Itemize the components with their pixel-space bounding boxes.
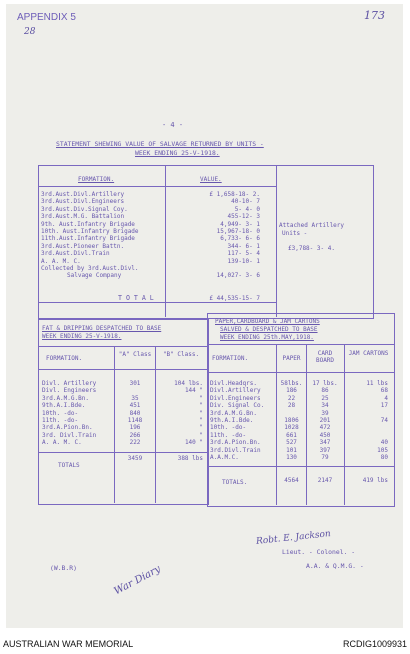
- table-cell: 266: [129, 431, 141, 439]
- table-cell: 4: [384, 394, 388, 402]
- paper-header-card: CARD BOARD: [315, 350, 335, 365]
- table-row: Salvage Company: [67, 272, 122, 280]
- table-row: A. A. M. C.: [42, 439, 82, 447]
- units-total-label: T O T A L: [118, 294, 154, 302]
- fat-header-rule: [38, 346, 208, 347]
- table-row: 10th. Aust.Infantry Brigade: [41, 227, 139, 235]
- paper-header-rule: [207, 344, 394, 345]
- fat-total-rule: [38, 452, 208, 453]
- archive-footer: [0, 630, 410, 654]
- table-cell: 201: [319, 416, 331, 424]
- table-cell: 4,949- 3- 1: [220, 220, 260, 228]
- table-row: A. A. M. C.: [41, 257, 81, 265]
- handwritten-scrawl: War Diary: [112, 563, 163, 598]
- table-cell: 130: [286, 453, 297, 461]
- table-cell: ": [199, 402, 203, 410]
- fat-formation-column: [42, 380, 114, 447]
- table-cell: 40: [380, 439, 388, 447]
- table-cell: 74: [380, 416, 388, 424]
- table-cell: 11 lbs: [366, 380, 388, 387]
- table-cell: 5- 4- 0: [234, 205, 260, 213]
- paper-header-formation: FORMATION.: [212, 355, 249, 362]
- signature-rank: Lieut. - Colonel. -: [282, 548, 356, 556]
- table-cell: 450: [319, 431, 331, 439]
- units-total-value: £ 44,535-15- 7: [209, 295, 260, 302]
- paper-col-divider: [276, 344, 277, 505]
- fat-totals-label: TOTALS: [58, 462, 80, 469]
- table-row: 10th. -do-: [210, 424, 247, 432]
- table-cell: £ 1,658-18- 2.: [209, 191, 260, 198]
- table-cell: ": [199, 416, 203, 424]
- page-dash: - 4 -: [162, 121, 184, 129]
- table-cell: 472: [319, 424, 331, 432]
- table-cell: 117- 5- 4: [227, 250, 260, 258]
- table-row: 3rd.Aust.Divl.Train: [41, 250, 110, 258]
- table-cell: 1148: [127, 416, 143, 424]
- table-row: 9th.A.I.Bde.: [210, 416, 254, 424]
- table-row: Divl. Artillery: [42, 380, 97, 387]
- table-row: 9th. Aust.Infantry Brigade: [41, 220, 135, 228]
- table-row: 3rd.Aust.Divl.Artillery: [41, 191, 125, 198]
- paper-jam-column: [346, 380, 388, 461]
- table-cell: 222: [129, 439, 141, 447]
- table-cell: 196: [129, 424, 141, 432]
- footer-left: AUSTRALIAN WAR MEMORIAL: [3, 639, 134, 649]
- fat-a-column: [116, 380, 154, 447]
- table-cell: 14,027- 3- 6: [216, 272, 260, 280]
- table-cell: 40-10- 7: [231, 198, 260, 206]
- table-cell: 39: [321, 409, 329, 417]
- table-cell: 105: [377, 446, 388, 454]
- table-row: 3rd.A.M.G.Bn.: [210, 409, 257, 417]
- table-cell: [346, 432, 388, 439]
- table-cell: 15,967-18- 0: [216, 227, 260, 235]
- table-row: 3rd.A.Pion.Bn.: [42, 424, 93, 432]
- signature-role: A.A. & Q.M.G. -: [306, 562, 364, 570]
- fat-table-title: FAT & DRIPPING DESPATCHED TO BASE: [42, 325, 162, 332]
- table-cell: [346, 424, 388, 431]
- table-row: Divl.Engineers: [210, 394, 261, 402]
- table-cell: 144 ": [184, 387, 203, 395]
- fat-total-a: 3459: [127, 455, 143, 462]
- fat-header-a: "A" Class: [118, 351, 152, 358]
- footer-right: RCDIG1009931: [342, 639, 407, 649]
- table-cell: 1028: [284, 424, 299, 432]
- table-cell: 301: [129, 380, 141, 387]
- table-cell: 80: [380, 453, 388, 461]
- page-number: 173: [364, 9, 385, 22]
- units-header-rule: [38, 186, 277, 187]
- table-cell: [116, 387, 154, 394]
- table-cell: 17 lbs.: [312, 380, 338, 387]
- table-row: Collected by 3rd.Aust.Divl.: [41, 264, 139, 272]
- attached-artillery-units: Units -: [282, 230, 308, 237]
- table-row: 3rd.Aust.Divl.Engineers: [41, 198, 125, 206]
- table-row: 3rd.Aust.Pioneer Battn.: [41, 242, 125, 250]
- units-header-formation: FORMATION.: [78, 176, 115, 183]
- paper-total-rule: [207, 466, 394, 467]
- table-cell: 22: [287, 394, 296, 402]
- attached-artillery-label: Attached Artillery: [279, 222, 345, 229]
- appendix-stamp: APPENDIX 5: [17, 12, 76, 23]
- paper-header-jam: JAM CARTONS: [348, 350, 389, 357]
- table-cell: ": [199, 424, 203, 432]
- table-cell: 186: [286, 387, 297, 395]
- fat-header-formation: FORMATION.: [46, 355, 83, 362]
- statement-subtitle: WEEK ENDING 25-V-1918.: [135, 149, 220, 157]
- table-cell: 35: [131, 394, 139, 402]
- table-cell: ": [199, 409, 203, 417]
- paper-totals-label: TOTALS.: [222, 479, 248, 486]
- table-cell: [346, 410, 388, 417]
- table-cell: 28: [287, 402, 296, 410]
- units-formation-column: [41, 191, 163, 280]
- attached-artillery-value: £3,788- 3- 4.: [288, 245, 335, 252]
- table-cell: [168, 265, 260, 272]
- handwritten-number: 28: [24, 27, 36, 37]
- units-value-column: [168, 191, 260, 280]
- table-cell: 344- 6- 1: [227, 242, 260, 250]
- paper-colhead-rule: [207, 372, 394, 373]
- paper-formation-column: [210, 380, 276, 461]
- table-cell: 25: [321, 394, 329, 402]
- fat-total-b: 388 lbs: [177, 455, 203, 462]
- table-cell: ": [199, 431, 203, 439]
- paper-col-divider-2: [306, 344, 307, 505]
- paper-paper-column: [278, 380, 305, 461]
- table-row: 3rd.Divl.Train: [210, 446, 261, 454]
- table-row: 11th.Aust.Infantry Brigade: [41, 235, 135, 243]
- table-row: Divl. Engineers: [42, 387, 97, 395]
- table-row: 11th. -do-: [42, 416, 79, 424]
- table-cell: 104 lbs.: [174, 380, 203, 387]
- typist-initials: (W.B.R): [50, 564, 77, 572]
- table-cell: 455-12- 3: [227, 213, 260, 221]
- table-cell: 661: [286, 431, 297, 439]
- table-cell: 527: [286, 439, 297, 447]
- table-cell: 840: [129, 409, 141, 417]
- table-row: 3rd.Aust.Div.Signal Coy.: [41, 205, 128, 213]
- paper-header-paper: PAPER: [282, 355, 301, 362]
- table-cell: 58lbs.: [280, 380, 303, 387]
- table-cell: ": [199, 394, 203, 402]
- table-row: 9th.A.I.Bde.: [42, 402, 86, 410]
- fat-table-subtitle: WEEK ENDING 25-V-1918.: [42, 333, 122, 340]
- table-cell: 140 ": [184, 439, 203, 447]
- table-row: 11th. -do-: [210, 431, 247, 439]
- units-header-value: VALUE.: [200, 176, 222, 183]
- table-row: 3rd.Aust.M.G. Battalion: [41, 213, 125, 221]
- table-cell: 17: [380, 402, 388, 410]
- table-row: Div. Signal Co.: [210, 402, 265, 410]
- units-col-divider-2: [276, 165, 277, 317]
- table-row: Divl.Headqrs.: [210, 380, 257, 387]
- paper-total-paper: 4564: [284, 477, 299, 484]
- table-cell: 101: [286, 446, 297, 454]
- fat-b-column: [157, 380, 203, 447]
- fat-col-divider-2: [155, 346, 156, 503]
- fat-colhead-rule: [38, 369, 208, 370]
- table-row: 3rd.A.Pion.Bn.: [210, 439, 261, 447]
- fat-col-divider: [114, 346, 115, 503]
- table-cell: 68: [380, 387, 388, 395]
- table-cell: 6,733- 6- 6: [220, 235, 260, 243]
- table-row: Divl.Artillery: [210, 387, 261, 395]
- statement-title: STATEMENT SHEWING VALUE OF SALVAGE RETURNED BY UNITS -: [56, 140, 264, 148]
- table-cell: 347: [319, 439, 331, 447]
- table-row: A.A.M.C.: [210, 453, 239, 461]
- units-col-divider: [165, 165, 166, 317]
- table-row: 3rd.A.M.G.Bn.: [42, 394, 89, 402]
- fat-header-b: "B" Class.: [162, 351, 200, 358]
- paper-col-divider-3: [344, 344, 345, 505]
- table-cell: 79: [321, 453, 329, 461]
- table-cell: 397: [319, 446, 331, 454]
- table-cell: 34: [321, 402, 329, 410]
- table-cell: 86: [321, 387, 329, 395]
- table-row: 3rd. Divl.Train: [42, 431, 97, 439]
- paper-table-title-2: SALVED & DESPATCHED TO BASE: [220, 326, 318, 333]
- paper-card-column: [308, 380, 342, 461]
- table-row: 10th. -do-: [42, 409, 79, 417]
- table-cell: 139-10- 1: [227, 257, 260, 265]
- paper-total-card: 2147: [317, 477, 333, 484]
- table-cell: 451: [129, 402, 141, 410]
- paper-total-jam: 419 lbs: [362, 477, 388, 484]
- table-cell: 1806: [284, 416, 299, 424]
- handwritten-signature: Robt. E. Jackson: [255, 529, 332, 547]
- paper-table-title: PAPER,CARDBOARD & JAM CARTONS: [215, 318, 320, 325]
- paper-table-subtitle: WEEK ENDING 25th.MAY,1918.: [220, 334, 314, 341]
- table-cell: [278, 410, 305, 417]
